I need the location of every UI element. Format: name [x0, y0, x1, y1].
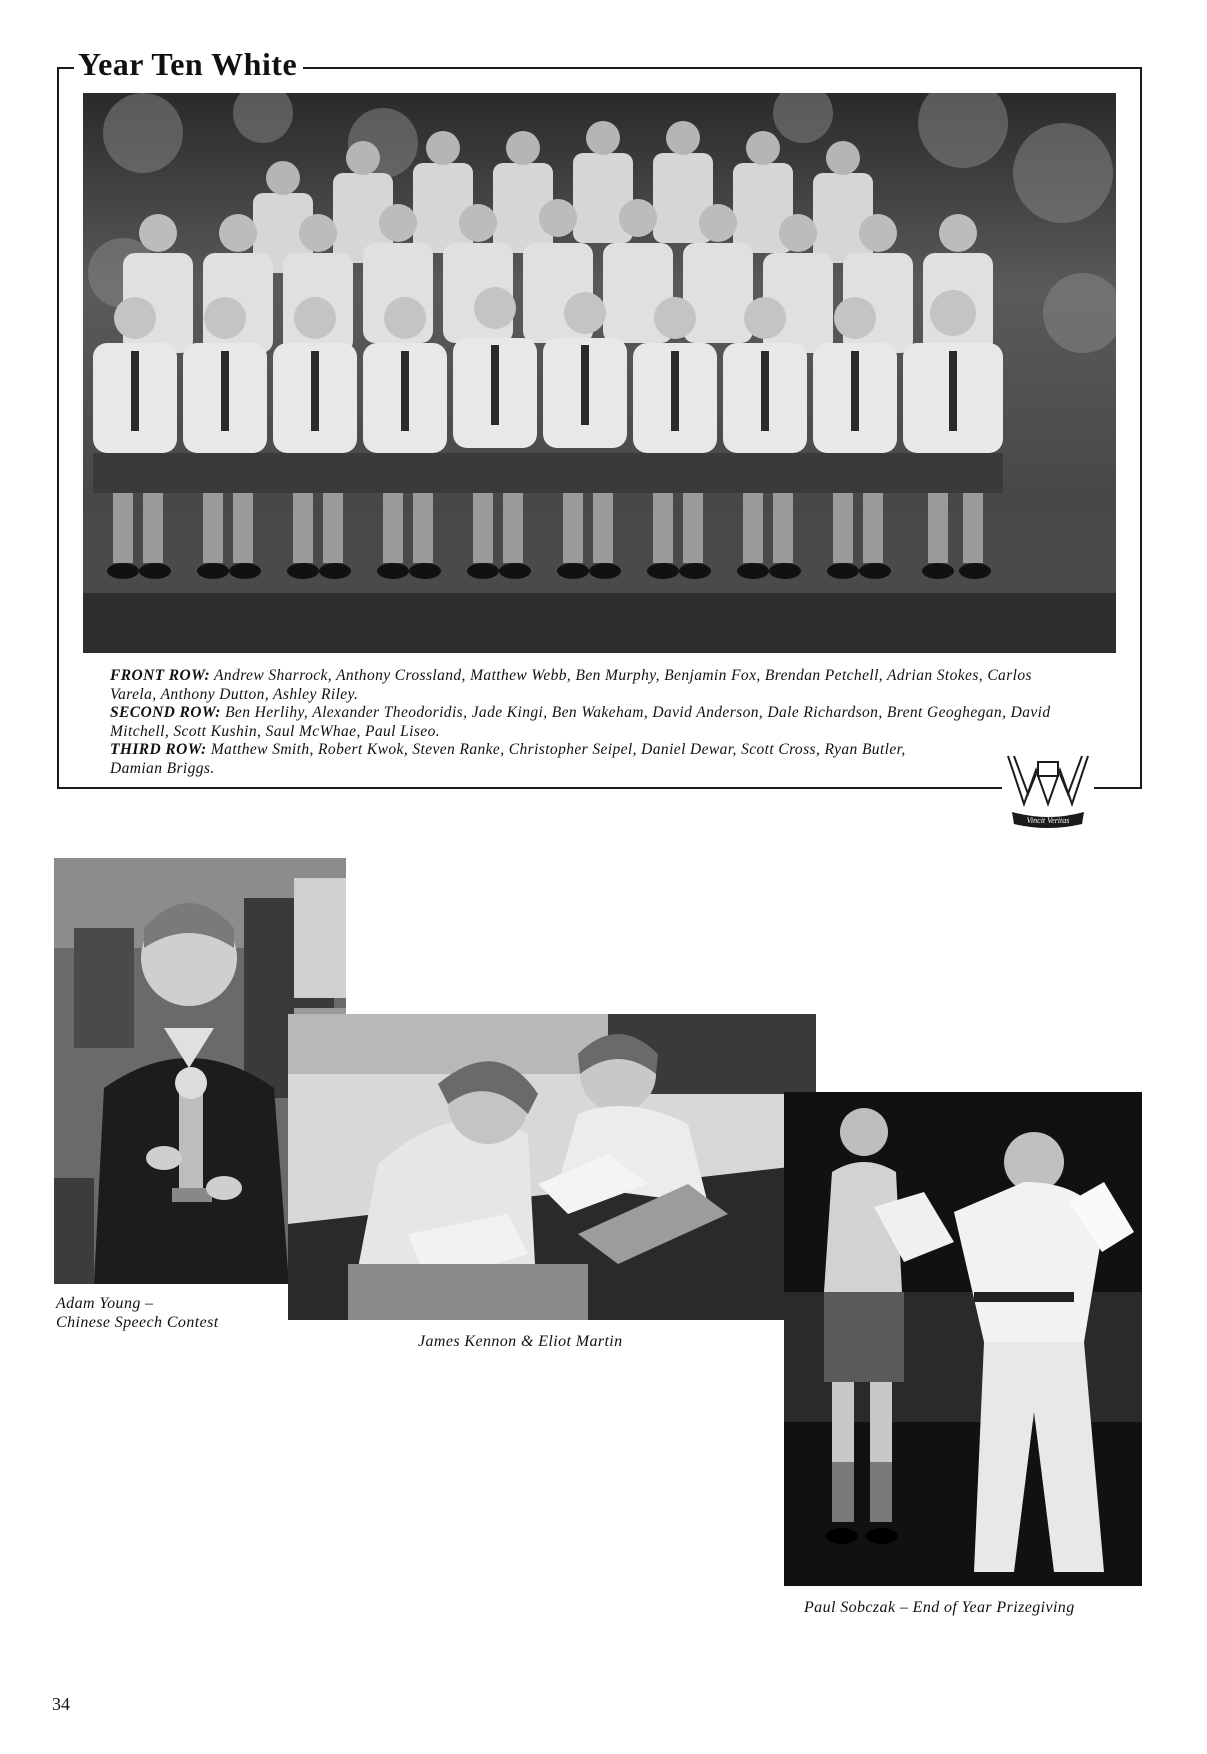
- group-photo: [83, 93, 1116, 653]
- row-names: Matthew Smith, Robert Kwok, Steven Ranke, Christopher Seipel, Daniel Dewar, Scott Cross, Ryan Butler, Damian Briggs.: [110, 741, 906, 777]
- caption-line: Adam Young –: [56, 1295, 154, 1312]
- group-photo-caption: [110, 667, 1070, 778]
- row-names: Andrew Sharrock, Anthony Crossland, Matthew Webb, Ben Murphy, Benjamin Fox, Brendan Petchell, Adrian Stokes, Carlos Varela, Anthony Dutton, Ashley Riley.: [110, 667, 1032, 703]
- caption-line: Chinese Speech Contest: [56, 1314, 219, 1331]
- school-crest-logo: [1002, 742, 1094, 830]
- row-label: FRONT ROW:: [110, 667, 211, 684]
- svg-text:Vincit Veritas: Vincit Veritas: [1026, 816, 1070, 825]
- front-row-caption: [110, 667, 1070, 704]
- paul-sobczak-photo: [784, 1092, 1142, 1586]
- row-label: THIRD ROW:: [110, 741, 207, 758]
- third-row-caption: [110, 741, 930, 778]
- second-row-caption: [110, 704, 1070, 741]
- row-names: Ben Herlihy, Alexander Theodoridis, Jade Kingi, Ben Wakeham, David Anderson, Dale Richardson, Brent Geoghegan, David Mitchell, Scott Kushin, Saul McWhae, Paul Liseo.: [110, 704, 1051, 740]
- page-number: 34: [52, 1694, 70, 1714]
- paul-sobczak-caption: Paul Sobczak – End of Year Prizegiving: [804, 1599, 1075, 1616]
- james-eliot-photo: [288, 1014, 816, 1320]
- james-eliot-caption: James Kennon & Eliot Martin: [418, 1333, 623, 1350]
- adam-young-caption: [56, 1294, 286, 1332]
- row-label: SECOND ROW:: [110, 704, 221, 721]
- section-title: Year Ten White: [74, 46, 303, 83]
